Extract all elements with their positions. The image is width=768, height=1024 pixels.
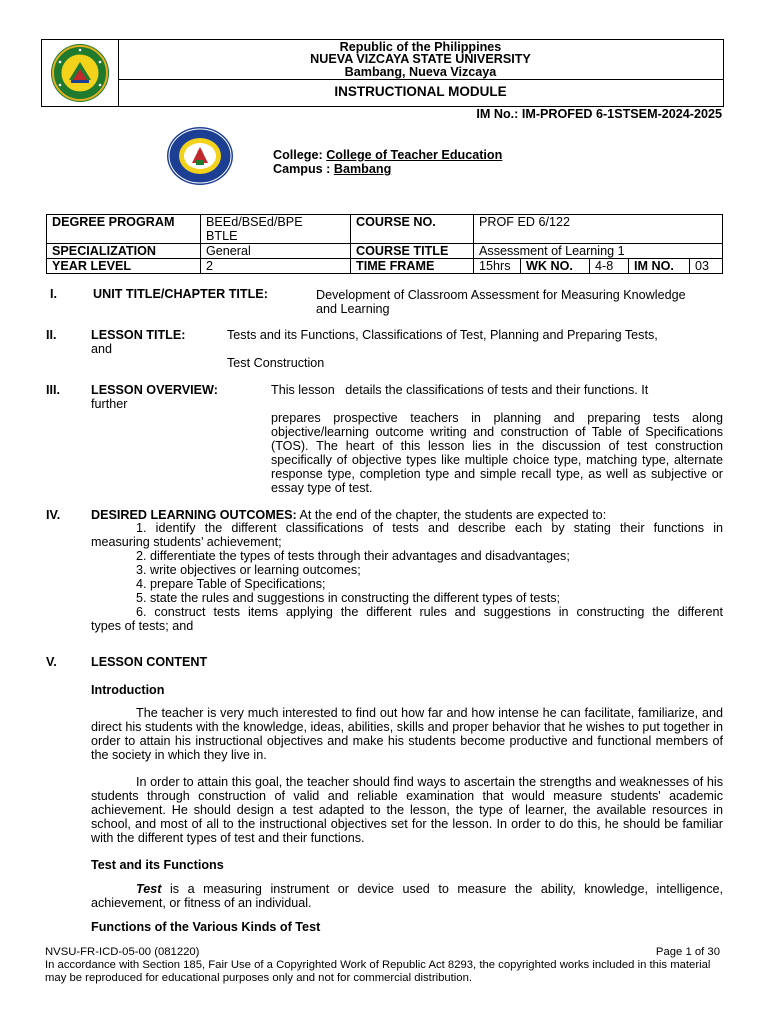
functions-heading: Functions of the Various Kinds of Test (91, 920, 321, 934)
footer-copyright-notice: In accordance with Section 185, Fair Use of a Copyrighted Work of Republic Act 8293, the copyrighted works included in this material may be reproduced for educational purposes only and not for commercial distribution. (45, 959, 711, 984)
university-seal-cell (42, 40, 119, 106)
outcome-1-line-2: measuring students’ achievement; (91, 535, 282, 549)
section-4-number: IV. (46, 508, 61, 522)
section-2-text-2: and (91, 342, 113, 356)
test-term: Test (136, 882, 162, 896)
footer-form-code: NVSU-FR-ICD-05-00 (081220) (45, 946, 200, 958)
im-no-value: 03 (690, 259, 723, 274)
header-line-location: Bambang, Nueva Vizcaya (344, 65, 497, 79)
campus-line (273, 162, 391, 176)
test-definition: is a measuring instrument or device used to measure the ability, knowledge, intelligence, achievement, or fitness of an individual. (91, 882, 723, 910)
section-5-number: V. (46, 655, 57, 669)
introduction-heading: Introduction (91, 683, 165, 697)
section-3-text-1: This lesson details the classifications of tests and their functions. It (271, 383, 649, 397)
wk-no-value: 4-8 (590, 259, 629, 274)
section-3-number: III. (46, 383, 60, 397)
introduction-paragraph-2: In order to attain this goal, the teacher should find ways to ascertain the strengths and weaknesses of his students through construction of valid and reliable examination that would measure students' academic achievement. He should design a test adapted to the lesson, the type of learner, the available resources in school, and most of all to the instructional objectives set for the lesson. In order to do this, he should be familiar with the different types of test and their functions. (91, 775, 723, 845)
degree-program-label: DEGREE PROGRAM (47, 215, 201, 244)
im-number: IM No.: IM-PROFED 6-1STSEM-2024-2025 (476, 107, 722, 121)
section-3-text-2: further (91, 397, 128, 411)
wk-no-label: WK NO. (521, 259, 590, 274)
section-3-paragraph: prepares prospective teachers in planning and preparing tests along objective/learning outcome writing and construction of Table of Specifications (TOS). The heart of this lesson lies in the discussion of test construction specifically of objective types like multiple choice type, matching type, alternate response type, completion type and simple recall type, as well as subjective or essay type of test. (271, 411, 723, 495)
section-2-text-3: Test Construction (227, 356, 325, 370)
specialization-value: General (201, 244, 351, 259)
course-title-label: COURSE TITLE (351, 244, 474, 259)
section-2-number: II. (46, 328, 57, 342)
college-value: College of Teacher Education (326, 148, 503, 162)
test-functions-heading: Test and its Functions (91, 858, 224, 872)
section-4-intro: At the end of the chapter, the students are expected to: (299, 508, 607, 522)
college-seal-icon (166, 126, 234, 186)
course-no-label: COURSE NO. (351, 215, 474, 244)
section-4-heading (91, 508, 606, 522)
document-header (41, 39, 724, 107)
outcome-4: 4. prepare Table of Specifications; (136, 577, 326, 591)
header-line-republic: Republic of the Philippines (339, 40, 502, 54)
outcome-1-line-1: 1. identify the different classifications of tests and describe each by stating their functions in (136, 521, 723, 535)
course-info-table (46, 214, 723, 274)
test-definition-paragraph (91, 882, 723, 910)
college-line (273, 148, 502, 162)
year-level-value: 2 (201, 259, 351, 274)
time-frame-value: 15hrs (474, 259, 521, 274)
im-no-label: IM NO. (629, 259, 690, 274)
course-title-value: Assessment of Learning 1 (474, 244, 723, 259)
outcome-6-line-2: types of tests; and (91, 619, 194, 633)
footer-page-number: Page 1 of 30 (655, 946, 720, 958)
module-title: INSTRUCTIONAL MODULE (334, 84, 507, 99)
outcome-5: 5. state the rules and suggestions in constructing the different types of tests; (136, 591, 561, 605)
section-2-text-1: Tests and its Functions, Classifications of Test, Planning and Preparing Tests, (227, 328, 658, 342)
introduction-paragraph-1: The teacher is very much interested to find out how far and how intense he can facilitate, familiarize, and direct his students with the knowledge, ideas, abilities, skills and proper behavior that he wishes to put together in order to attain his instructional objectives and make his students become productive and functional members of the society in which they live in. (91, 706, 723, 762)
section-1-number: I. (50, 287, 57, 301)
college-seal (166, 126, 234, 189)
section-2-label: LESSON TITLE: (91, 328, 186, 342)
degree-program-value: BEEd/BSEd/BPE BTLE (201, 215, 351, 244)
campus-value: Bambang (333, 162, 392, 176)
university-seal-icon (42, 40, 118, 106)
course-no-value: PROF ED 6/122 (474, 215, 723, 244)
specialization-label: SPECIALIZATION (47, 244, 201, 259)
time-frame-label: TIME FRAME (351, 259, 474, 274)
section-3-label: LESSON OVERVIEW: (91, 383, 218, 397)
section-1-text-2: and Learning (316, 302, 390, 316)
section-4-label: DESIRED LEARNING OUTCOMES: (91, 508, 297, 522)
college-label: College: (273, 148, 323, 162)
section-5-label: LESSON CONTENT (91, 655, 208, 669)
section-1-text-1: Development of Classroom Assessment for Measuring Knowledge (316, 288, 686, 302)
year-level-label: YEAR LEVEL (47, 259, 201, 274)
section-1-label: UNIT TITLE/CHAPTER TITLE: (93, 287, 268, 301)
outcome-3: 3. write objectives or learning outcomes; (136, 563, 361, 577)
campus-label: Campus : (273, 162, 331, 176)
header-line-university: NUEVA VIZCAYA STATE UNIVERSITY (310, 52, 531, 66)
outcome-2: 2. differentiate the types of tests through their advantages and disadvantages; (136, 549, 570, 563)
outcome-6-line-1: 6. construct tests items applying the different rules and suggestions in constructing the different (136, 605, 723, 619)
